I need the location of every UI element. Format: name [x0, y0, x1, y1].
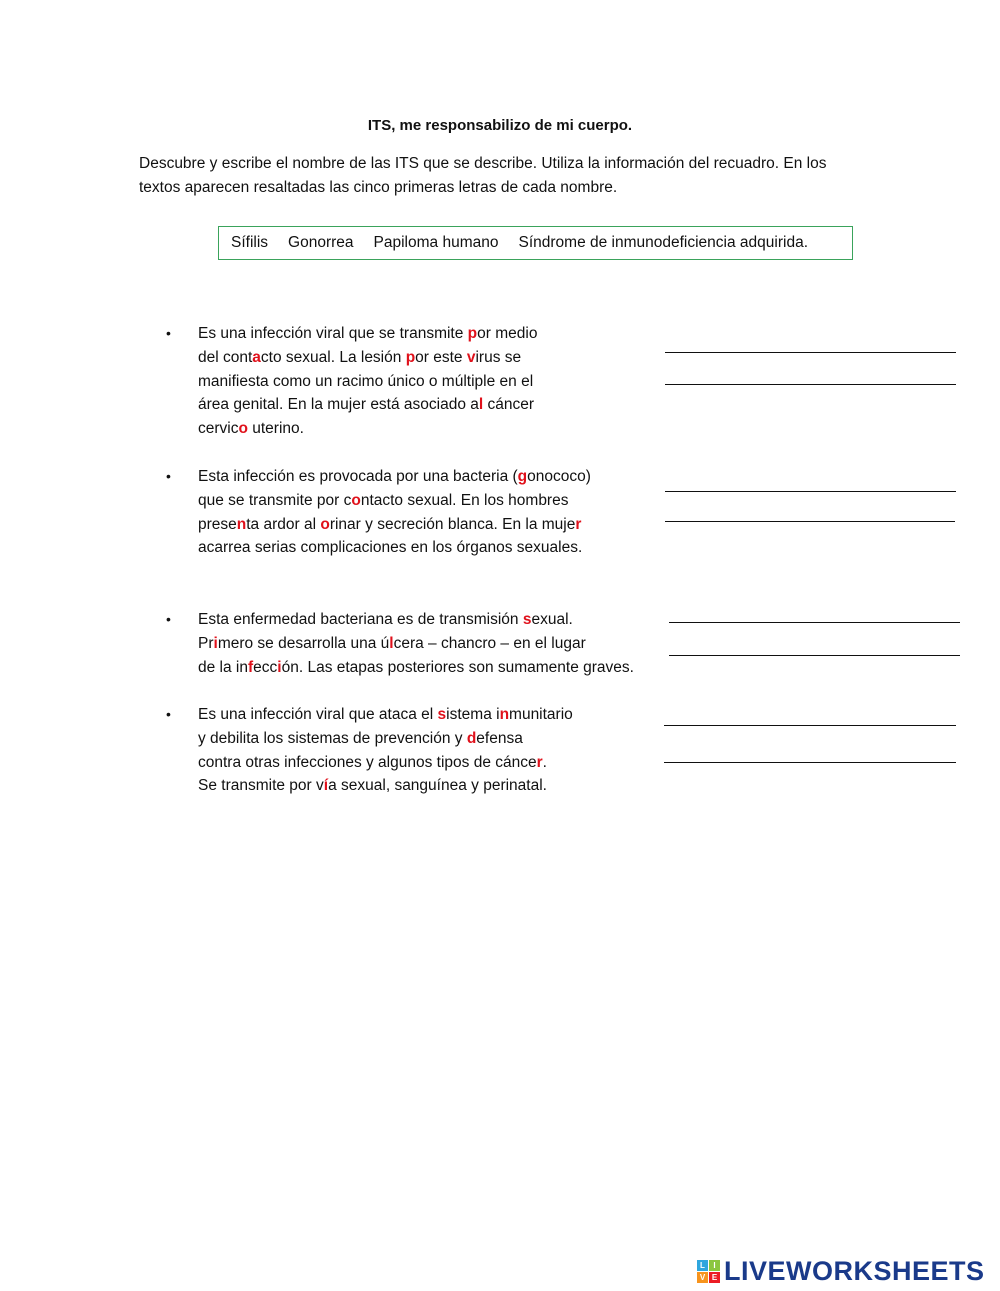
description-line	[198, 751, 573, 775]
highlighted-letter: s	[522, 611, 532, 628]
instructions	[139, 152, 869, 200]
description-line	[198, 536, 591, 560]
word-bank-item: Gonorrea	[288, 234, 354, 251]
bullet-icon: •	[166, 468, 171, 484]
description-line	[198, 703, 573, 727]
text-segment: Pr	[198, 634, 214, 652]
text-segment: onococo)	[527, 468, 591, 485]
highlighted-letter: a	[252, 348, 261, 366]
text-segment: cervic	[198, 420, 239, 438]
page-title: ITS, me responsabilizo de mi cuerpo.	[367, 117, 633, 134]
answer-line-3b[interactable]	[669, 655, 960, 656]
text-segment: Es una infección viral que se transmite	[198, 325, 468, 342]
text-segment: ta ardor al	[246, 515, 321, 533]
highlighted-letter: r	[575, 515, 582, 533]
highlighted-letter: s	[437, 706, 447, 723]
text-segment: cáncer	[483, 396, 535, 414]
answer-line-4b[interactable]	[664, 762, 956, 763]
text-segment: cto sexual. La lesión	[260, 348, 406, 366]
text-segment: del cont	[198, 348, 253, 366]
instructions-line-1: Descubre y escribe el nombre de las ITS que se describe. Utiliza la información del recuadro. En los	[139, 155, 827, 172]
description-line	[198, 608, 634, 632]
highlighted-letter: í	[323, 777, 329, 795]
text-segment: istema i	[446, 706, 500, 723]
text-segment: prese	[198, 515, 237, 533]
text-segment: or medio	[477, 325, 538, 342]
answer-line-2a[interactable]	[665, 491, 956, 492]
highlighted-letter: o	[351, 491, 361, 509]
text-segment: Se transmite por v	[198, 777, 324, 795]
bullet-icon: •	[166, 325, 171, 341]
text-segment: irus se	[475, 348, 522, 366]
highlighted-letter: f	[247, 658, 254, 676]
description-line	[198, 774, 573, 798]
logo-block: I	[709, 1260, 720, 1271]
highlighted-letter: v	[466, 348, 476, 366]
bullet-icon: •	[166, 611, 171, 627]
text-segment: manifiesta como un racimo único o múltiple en el	[198, 372, 534, 390]
highlighted-letter: l	[478, 396, 484, 414]
highlighted-letter: o	[320, 515, 330, 533]
text-segment: cera – chancro – en el lugar	[393, 634, 586, 652]
highlighted-letter: n	[236, 515, 247, 533]
answer-line-1b[interactable]	[665, 384, 956, 385]
answer-line-1a[interactable]	[665, 352, 956, 353]
liveworksheets-logo	[697, 1256, 985, 1287]
word-bank-item: Sífilis	[231, 234, 269, 251]
highlighted-letter: r	[536, 753, 543, 771]
answer-line-2b[interactable]	[665, 521, 955, 522]
logo-text: LIVEWORKSHEETS	[724, 1256, 985, 1286]
description-line	[198, 632, 634, 656]
description-text	[198, 703, 573, 798]
description-line	[198, 727, 573, 751]
logo-block: L	[697, 1260, 708, 1271]
description-line	[198, 489, 591, 513]
description-line	[198, 393, 537, 417]
description-line	[198, 513, 591, 537]
text-segment: Es una infección viral que ataca el	[198, 706, 438, 723]
text-segment: Esta infección es provocada por una bacteria (	[198, 468, 518, 485]
highlighted-letter: o	[238, 420, 248, 438]
logo-icon	[697, 1260, 720, 1283]
logo-block: E	[709, 1272, 720, 1283]
highlighted-letter: i	[213, 634, 218, 652]
description-line	[198, 417, 537, 441]
word-bank-item: Papiloma humano	[373, 234, 499, 251]
instructions-line-2: textos aparecen resaltadas las cinco primeras letras de cada nombre.	[139, 179, 618, 196]
description-line	[198, 370, 537, 394]
text-segment: de la in	[198, 658, 248, 676]
text-segment: Esta enfermedad bacteriana es de transmisión	[198, 611, 523, 628]
highlighted-letter: l	[389, 634, 394, 652]
description-line	[198, 656, 634, 680]
description-line	[198, 465, 591, 489]
text-segment: .	[542, 753, 547, 771]
text-segment: exual.	[531, 611, 573, 628]
text-segment: área genital. En la mujer está asociado a	[198, 396, 479, 414]
text-segment: ntacto sexual. En los hombres	[360, 491, 569, 509]
highlighted-letter: p	[405, 348, 416, 366]
text-segment: acarrea serias complicaciones en los órganos sexuales.	[198, 539, 583, 557]
text-segment: ecc	[253, 658, 278, 676]
text-segment: a sexual, sanguínea y perinatal.	[328, 777, 547, 795]
word-bank-item: Síndrome de inmunodeficiencia adquirida.	[518, 234, 808, 251]
text-segment: munitario	[509, 706, 573, 723]
highlighted-letter: n	[499, 706, 510, 723]
answer-line-3a[interactable]	[669, 622, 960, 623]
description-text	[198, 608, 634, 679]
description-line	[198, 322, 537, 346]
description-text	[198, 465, 591, 560]
text-segment: rinar y secreción blanca. En la muje	[329, 515, 576, 533]
highlighted-letter: d	[466, 729, 477, 747]
text-segment: y debilita los sistemas de prevención y	[198, 729, 467, 747]
text-segment: contra otras infecciones y algunos tipos de cánce	[198, 753, 537, 771]
answer-line-4a[interactable]	[664, 725, 956, 726]
description-line	[198, 346, 537, 370]
text-segment: que se transmite por c	[198, 491, 352, 509]
text-segment: ón. Las etapas posteriores son sumamente graves.	[281, 658, 634, 676]
text-segment: mero se desarrolla una ú	[217, 634, 390, 652]
word-bank-box	[218, 226, 853, 260]
text-segment: or este	[415, 348, 467, 366]
text-segment: uterino.	[247, 420, 304, 438]
description-text	[198, 322, 537, 441]
highlighted-letter: g	[517, 468, 528, 485]
bullet-icon: •	[166, 706, 171, 722]
logo-block: V	[697, 1272, 708, 1283]
text-segment: efensa	[476, 729, 523, 747]
highlighted-letter: p	[467, 325, 478, 342]
highlighted-letter: i	[277, 658, 282, 676]
